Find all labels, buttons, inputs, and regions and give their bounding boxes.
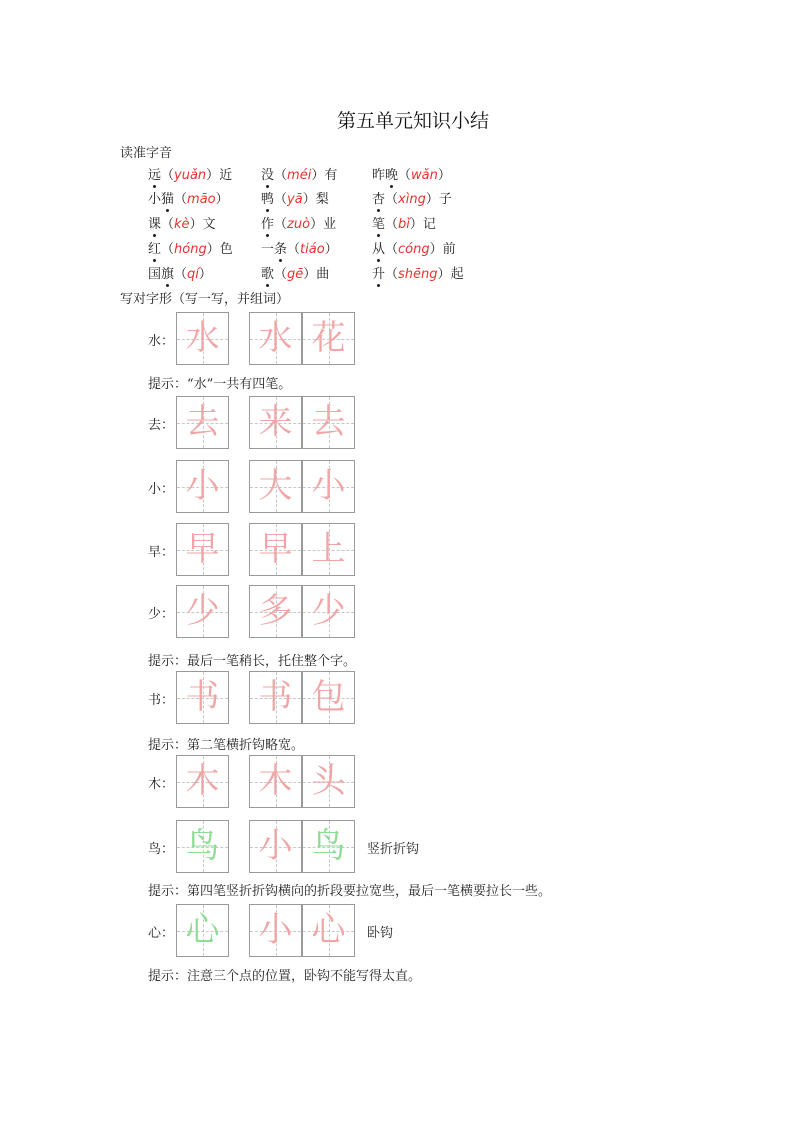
tian-grid-box xyxy=(249,460,302,513)
pinyin-text: xìng xyxy=(398,192,426,207)
pinyin-char-after: 记 xyxy=(422,217,436,232)
pinyin-char: 国 xyxy=(148,267,162,282)
pinyin-text: bǐ xyxy=(398,217,410,232)
paren-close: ） xyxy=(437,267,451,282)
tian-grid-box xyxy=(302,755,355,808)
pinyin-entry xyxy=(148,188,229,207)
tian-grid-box xyxy=(302,396,355,449)
pinyin-char: 没 xyxy=(261,164,274,183)
trace-character: 木 xyxy=(185,761,220,801)
trace-character: 水 xyxy=(185,318,220,358)
pinyin-text: cóng xyxy=(398,242,430,257)
tian-grid-box xyxy=(302,460,355,513)
paren-close: ） xyxy=(437,168,451,183)
row-label: 小： xyxy=(148,482,175,497)
tip-text: 提示：注意三个点的位置，卧钩不能写得太直。 xyxy=(148,969,422,984)
box-gap xyxy=(230,460,248,513)
pinyin-entry xyxy=(261,188,329,207)
trace-character: 早 xyxy=(185,529,220,569)
pinyin-entry xyxy=(148,213,216,232)
tian-grid-box xyxy=(176,755,229,808)
tian-grid-box xyxy=(176,460,229,513)
pinyin-text: hóng xyxy=(174,242,207,257)
pinyin-char-dotted: 晚 xyxy=(385,164,398,183)
pinyin-entry xyxy=(372,213,436,232)
paren-open: （ xyxy=(398,168,412,183)
paren-open: （ xyxy=(174,267,188,282)
tip-text: 提示：“水”一共有四笔。 xyxy=(148,377,292,392)
tian-grid-box xyxy=(249,312,302,365)
paren-close: ） xyxy=(206,168,220,183)
trace-character: 木 xyxy=(258,761,293,801)
row-label: 去： xyxy=(148,418,175,433)
pinyin-text: méi xyxy=(287,168,312,183)
pinyin-text: shēng xyxy=(398,267,438,282)
trace-character: 书 xyxy=(185,677,220,717)
box-gap xyxy=(230,396,248,449)
pinyin-char: 杏 xyxy=(372,188,385,207)
tian-grid-box xyxy=(176,585,229,638)
paren-close: ） xyxy=(324,242,338,257)
paren-close: ） xyxy=(425,192,439,207)
paren-open: （ xyxy=(385,242,399,257)
box-gap xyxy=(230,904,248,957)
tian-grid-box xyxy=(302,523,355,576)
pinyin-char: 昨 xyxy=(372,168,386,183)
tian-grid-box xyxy=(302,312,355,365)
paren-close: ） xyxy=(311,168,325,183)
tip-text: 提示：第二笔横折钩略宽。 xyxy=(148,738,305,753)
pinyin-char: 课 xyxy=(148,213,161,232)
pinyin-char-dotted: 条 xyxy=(274,238,287,257)
tian-grid-box xyxy=(249,755,302,808)
pinyin-char: 鸭 xyxy=(261,188,274,207)
tian-grid-box xyxy=(249,396,302,449)
pinyin-text: wǎn xyxy=(411,168,438,183)
trace-character: 小 xyxy=(185,466,220,506)
trace-character: 包 xyxy=(311,677,346,717)
tian-grid-box xyxy=(176,671,229,724)
pinyin-char-after: 色 xyxy=(219,242,233,257)
trace-character: 小 xyxy=(311,466,346,506)
paren-close: ） xyxy=(215,192,229,207)
row-label: 水： xyxy=(148,334,175,349)
paren-open: （ xyxy=(385,217,399,232)
pinyin-char-after: 业 xyxy=(323,217,337,232)
paren-close: ） xyxy=(302,192,316,207)
pinyin-char: 升 xyxy=(372,263,385,282)
pinyin-text: yā xyxy=(287,192,303,207)
paren-open: （ xyxy=(174,192,188,207)
row-label: 书： xyxy=(148,693,175,708)
trace-character: 小 xyxy=(258,910,293,950)
row-label: 木： xyxy=(148,777,175,792)
pinyin-text: gē xyxy=(287,267,304,282)
pinyin-char-after: 梨 xyxy=(315,192,329,207)
trace-character: 鸟 xyxy=(185,826,220,866)
box-gap xyxy=(230,312,248,365)
pinyin-char-after: 曲 xyxy=(316,267,330,282)
pinyin-char: 小 xyxy=(148,192,162,207)
pinyin-text: tiáo xyxy=(300,242,325,257)
tian-grid-box xyxy=(249,585,302,638)
pinyin-entry xyxy=(148,238,233,257)
paren-open: （ xyxy=(385,192,399,207)
pinyin-entry xyxy=(372,238,456,257)
tian-grid-box xyxy=(176,523,229,576)
tip-text: 提示：第四笔竖折折钩横向的折段要拉宽些，最后一笔横要拉长一些。 xyxy=(148,884,552,899)
paren-open: （ xyxy=(274,217,288,232)
trace-character: 来 xyxy=(258,402,293,442)
pinyin-char-after: 子 xyxy=(438,192,452,207)
pinyin-char-after: 前 xyxy=(442,242,456,257)
stroke-note: 卧钩 xyxy=(367,926,394,941)
paren-close: ） xyxy=(429,242,443,257)
trace-character: 多 xyxy=(258,591,293,631)
paren-close: ） xyxy=(310,217,324,232)
section-heading-pronunciation: 读准字音 xyxy=(120,146,173,161)
pinyin-char-dotted: 旗 xyxy=(161,263,174,282)
paren-open: （ xyxy=(274,267,288,282)
tian-grid-box xyxy=(176,396,229,449)
pinyin-entry xyxy=(261,238,338,257)
trace-character: 心 xyxy=(311,910,346,950)
paren-open: （ xyxy=(161,168,175,183)
paren-open: （ xyxy=(274,192,288,207)
row-label: 早： xyxy=(148,545,175,560)
pinyin-char: 从 xyxy=(372,238,385,257)
trace-character: 小 xyxy=(258,826,293,866)
pinyin-entry xyxy=(372,188,452,207)
pinyin-char: 笔 xyxy=(372,213,385,232)
pinyin-entry xyxy=(261,213,336,232)
pinyin-char-after: 有 xyxy=(324,168,338,183)
trace-character: 书 xyxy=(258,677,293,717)
tian-grid-box xyxy=(249,820,302,873)
box-gap xyxy=(230,585,248,638)
trace-character: 花 xyxy=(311,318,346,358)
pinyin-char-dotted: 猫 xyxy=(161,188,174,207)
row-label: 少： xyxy=(148,607,175,622)
trace-character: 头 xyxy=(311,761,346,801)
paren-open: （ xyxy=(161,242,175,257)
pinyin-entry xyxy=(261,164,337,183)
pinyin-text: qí xyxy=(187,267,199,282)
paren-open: （ xyxy=(161,217,175,232)
paren-close: ） xyxy=(409,217,423,232)
trace-character: 心 xyxy=(185,910,220,950)
tian-grid-box xyxy=(176,904,229,957)
box-gap xyxy=(230,671,248,724)
paren-open: （ xyxy=(287,242,301,257)
pinyin-char: 歌 xyxy=(261,263,274,282)
pinyin-entry xyxy=(261,263,329,282)
pinyin-char: 远 xyxy=(148,164,161,183)
pinyin-entry xyxy=(372,263,464,282)
row-label: 鸟： xyxy=(148,842,175,857)
pinyin-char: 一 xyxy=(261,242,275,257)
pinyin-entry xyxy=(372,164,451,183)
trace-character: 去 xyxy=(185,402,220,442)
box-gap xyxy=(230,755,248,808)
trace-character: 大 xyxy=(258,466,293,506)
pinyin-text: zuò xyxy=(287,217,311,232)
pinyin-text: kè xyxy=(174,217,190,232)
pinyin-entry xyxy=(148,263,212,282)
tian-grid-box xyxy=(176,312,229,365)
tian-grid-box xyxy=(302,820,355,873)
pinyin-char: 作 xyxy=(261,213,274,232)
section-heading-writing: 写对字形（写一写，并组词） xyxy=(120,292,290,307)
trace-character: 水 xyxy=(258,318,293,358)
trace-character: 少 xyxy=(185,591,220,631)
pinyin-char: 红 xyxy=(148,238,161,257)
tian-grid-box xyxy=(302,585,355,638)
pinyin-char-after: 近 xyxy=(219,168,233,183)
pinyin-entry xyxy=(148,164,232,183)
trace-character: 去 xyxy=(311,402,346,442)
paren-close: ） xyxy=(198,267,212,282)
tian-grid-box xyxy=(249,904,302,957)
paren-open: （ xyxy=(385,267,399,282)
tian-grid-box xyxy=(302,904,355,957)
trace-character: 鸟 xyxy=(311,826,346,866)
tian-grid-box xyxy=(249,671,302,724)
pinyin-text: māo xyxy=(187,192,216,207)
stroke-note: 竖折折钩 xyxy=(367,842,420,857)
paren-close: ） xyxy=(303,267,317,282)
paren-close: ） xyxy=(206,242,220,257)
paren-close: ） xyxy=(189,217,203,232)
trace-character: 早 xyxy=(258,529,293,569)
tian-grid-box xyxy=(249,523,302,576)
page-title: 第五单元知识小结 xyxy=(337,110,490,132)
trace-character: 少 xyxy=(311,591,346,631)
trace-character: 上 xyxy=(311,529,346,569)
pinyin-char-after: 起 xyxy=(450,267,464,282)
pinyin-text: yuǎn xyxy=(174,168,207,183)
pinyin-char-after: 文 xyxy=(202,217,216,232)
tip-text: 提示：最后一笔稍长，托住整个字。 xyxy=(148,654,357,669)
box-gap xyxy=(230,820,248,873)
box-gap xyxy=(230,523,248,576)
paren-open: （ xyxy=(274,168,288,183)
tian-grid-box xyxy=(302,671,355,724)
tian-grid-box xyxy=(176,820,229,873)
row-label: 心： xyxy=(148,926,175,941)
